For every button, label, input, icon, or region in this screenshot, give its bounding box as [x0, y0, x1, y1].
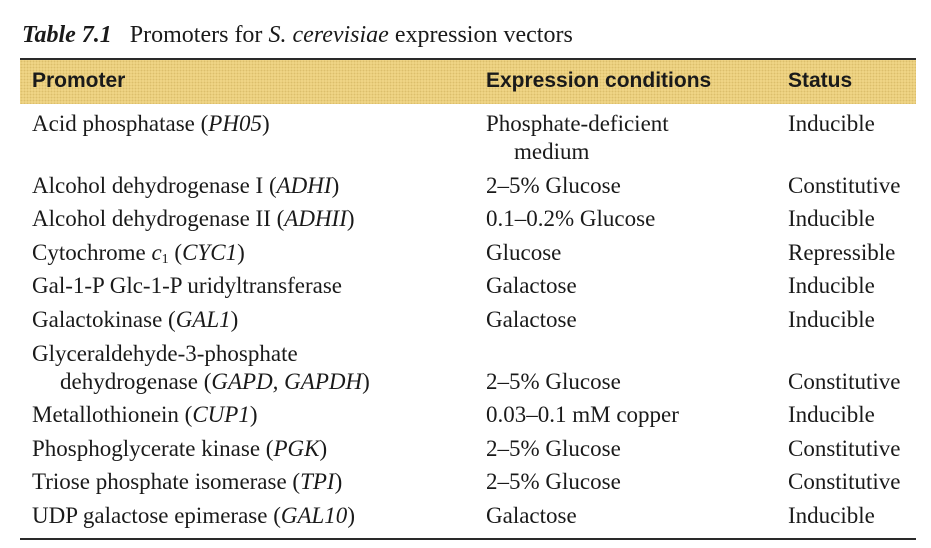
caption-title-suffix: expression vectors [388, 22, 573, 48]
row-4-promoter: Gal-1-P Glc-1-P uridyltransferase [32, 273, 342, 298]
row-7-condition: 0.03–0.1 mM copper [486, 402, 679, 427]
row-1-status: Constitutive [788, 173, 901, 198]
row-8-status: Constitutive [788, 436, 901, 461]
row-6-promoter-line2: dehydrogenase (GAPD, GAPDH) [60, 369, 370, 394]
row-0-condition-line2: medium [514, 139, 590, 164]
row-3-status: Repressible [788, 240, 896, 265]
row-6-status: Constitutive [788, 369, 901, 394]
table-caption [22, 20, 573, 50]
gene-name: CYC1 [182, 240, 238, 265]
row-0-promoter: Acid phosphatase (PH05) [32, 111, 270, 136]
header-expression-conditions: Expression conditions [486, 69, 712, 92]
row-6-condition: 2–5% Glucose [486, 369, 621, 394]
row-4-condition: Galactose [486, 273, 577, 298]
row-9-status: Constitutive [788, 469, 901, 494]
gene-name: ADHII [284, 206, 347, 231]
row-8-condition: 2–5% Glucose [486, 436, 621, 461]
gene-name: GAPD, GAPDH [211, 369, 363, 394]
row-0-status: Inducible [788, 111, 875, 136]
table-header [20, 60, 916, 104]
gene-name: ADHI [276, 173, 332, 198]
row-9-condition: 2–5% Glucose [486, 469, 621, 494]
header-promoter: Promoter [32, 69, 126, 92]
row-6-promoter: Glyceraldehyde-3-phosphate [32, 341, 298, 366]
gene-name: PGK [273, 436, 320, 461]
row-3-condition: Glucose [486, 240, 562, 265]
row-3-promoter: Cytochrome $c_1$ (CYC1) [32, 240, 245, 267]
caption-species: S. cerevisiae [268, 22, 389, 48]
row-2-status: Inducible [788, 206, 875, 231]
row-10-promoter: UDP galactose epimerase (GAL10) [32, 503, 355, 528]
gene-name: CUP1 [192, 402, 250, 427]
gene-name: GAL10 [280, 503, 348, 528]
table-number: Table 7.1 [22, 22, 112, 48]
row-0-condition: Phosphate-deficient [486, 111, 669, 136]
gene-name: TPI [300, 469, 335, 494]
row-10-status: Inducible [788, 503, 875, 528]
gene-name: PH05 [208, 111, 262, 136]
row-1-condition: 2–5% Glucose [486, 173, 621, 198]
row-7-status: Inducible [788, 402, 875, 427]
row-10-condition: Galactose [486, 503, 577, 528]
gene-name: GAL1 [175, 307, 231, 332]
row-5-promoter: Galactokinase (GAL1) [32, 307, 239, 332]
row-1-promoter: Alcohol dehydrogenase I (ADHI) [32, 173, 340, 198]
bottom-rule [20, 538, 916, 540]
row-5-condition: Galactose [486, 307, 577, 332]
row-7-promoter: Metallothionein (CUP1) [32, 402, 258, 427]
row-9-promoter: Triose phosphate isomerase (TPI) [32, 469, 343, 494]
header-status: Status [788, 69, 853, 92]
row-2-condition: 0.1–0.2% Glucose [486, 206, 656, 231]
row-2-promoter: Alcohol dehydrogenase II (ADHII) [32, 206, 355, 231]
caption-title-prefix: Promoters for [129, 22, 269, 48]
row-4-status: Inducible [788, 273, 875, 298]
row-5-status: Inducible [788, 307, 875, 332]
row-8-promoter: Phosphoglycerate kinase (PGK) [32, 436, 328, 461]
